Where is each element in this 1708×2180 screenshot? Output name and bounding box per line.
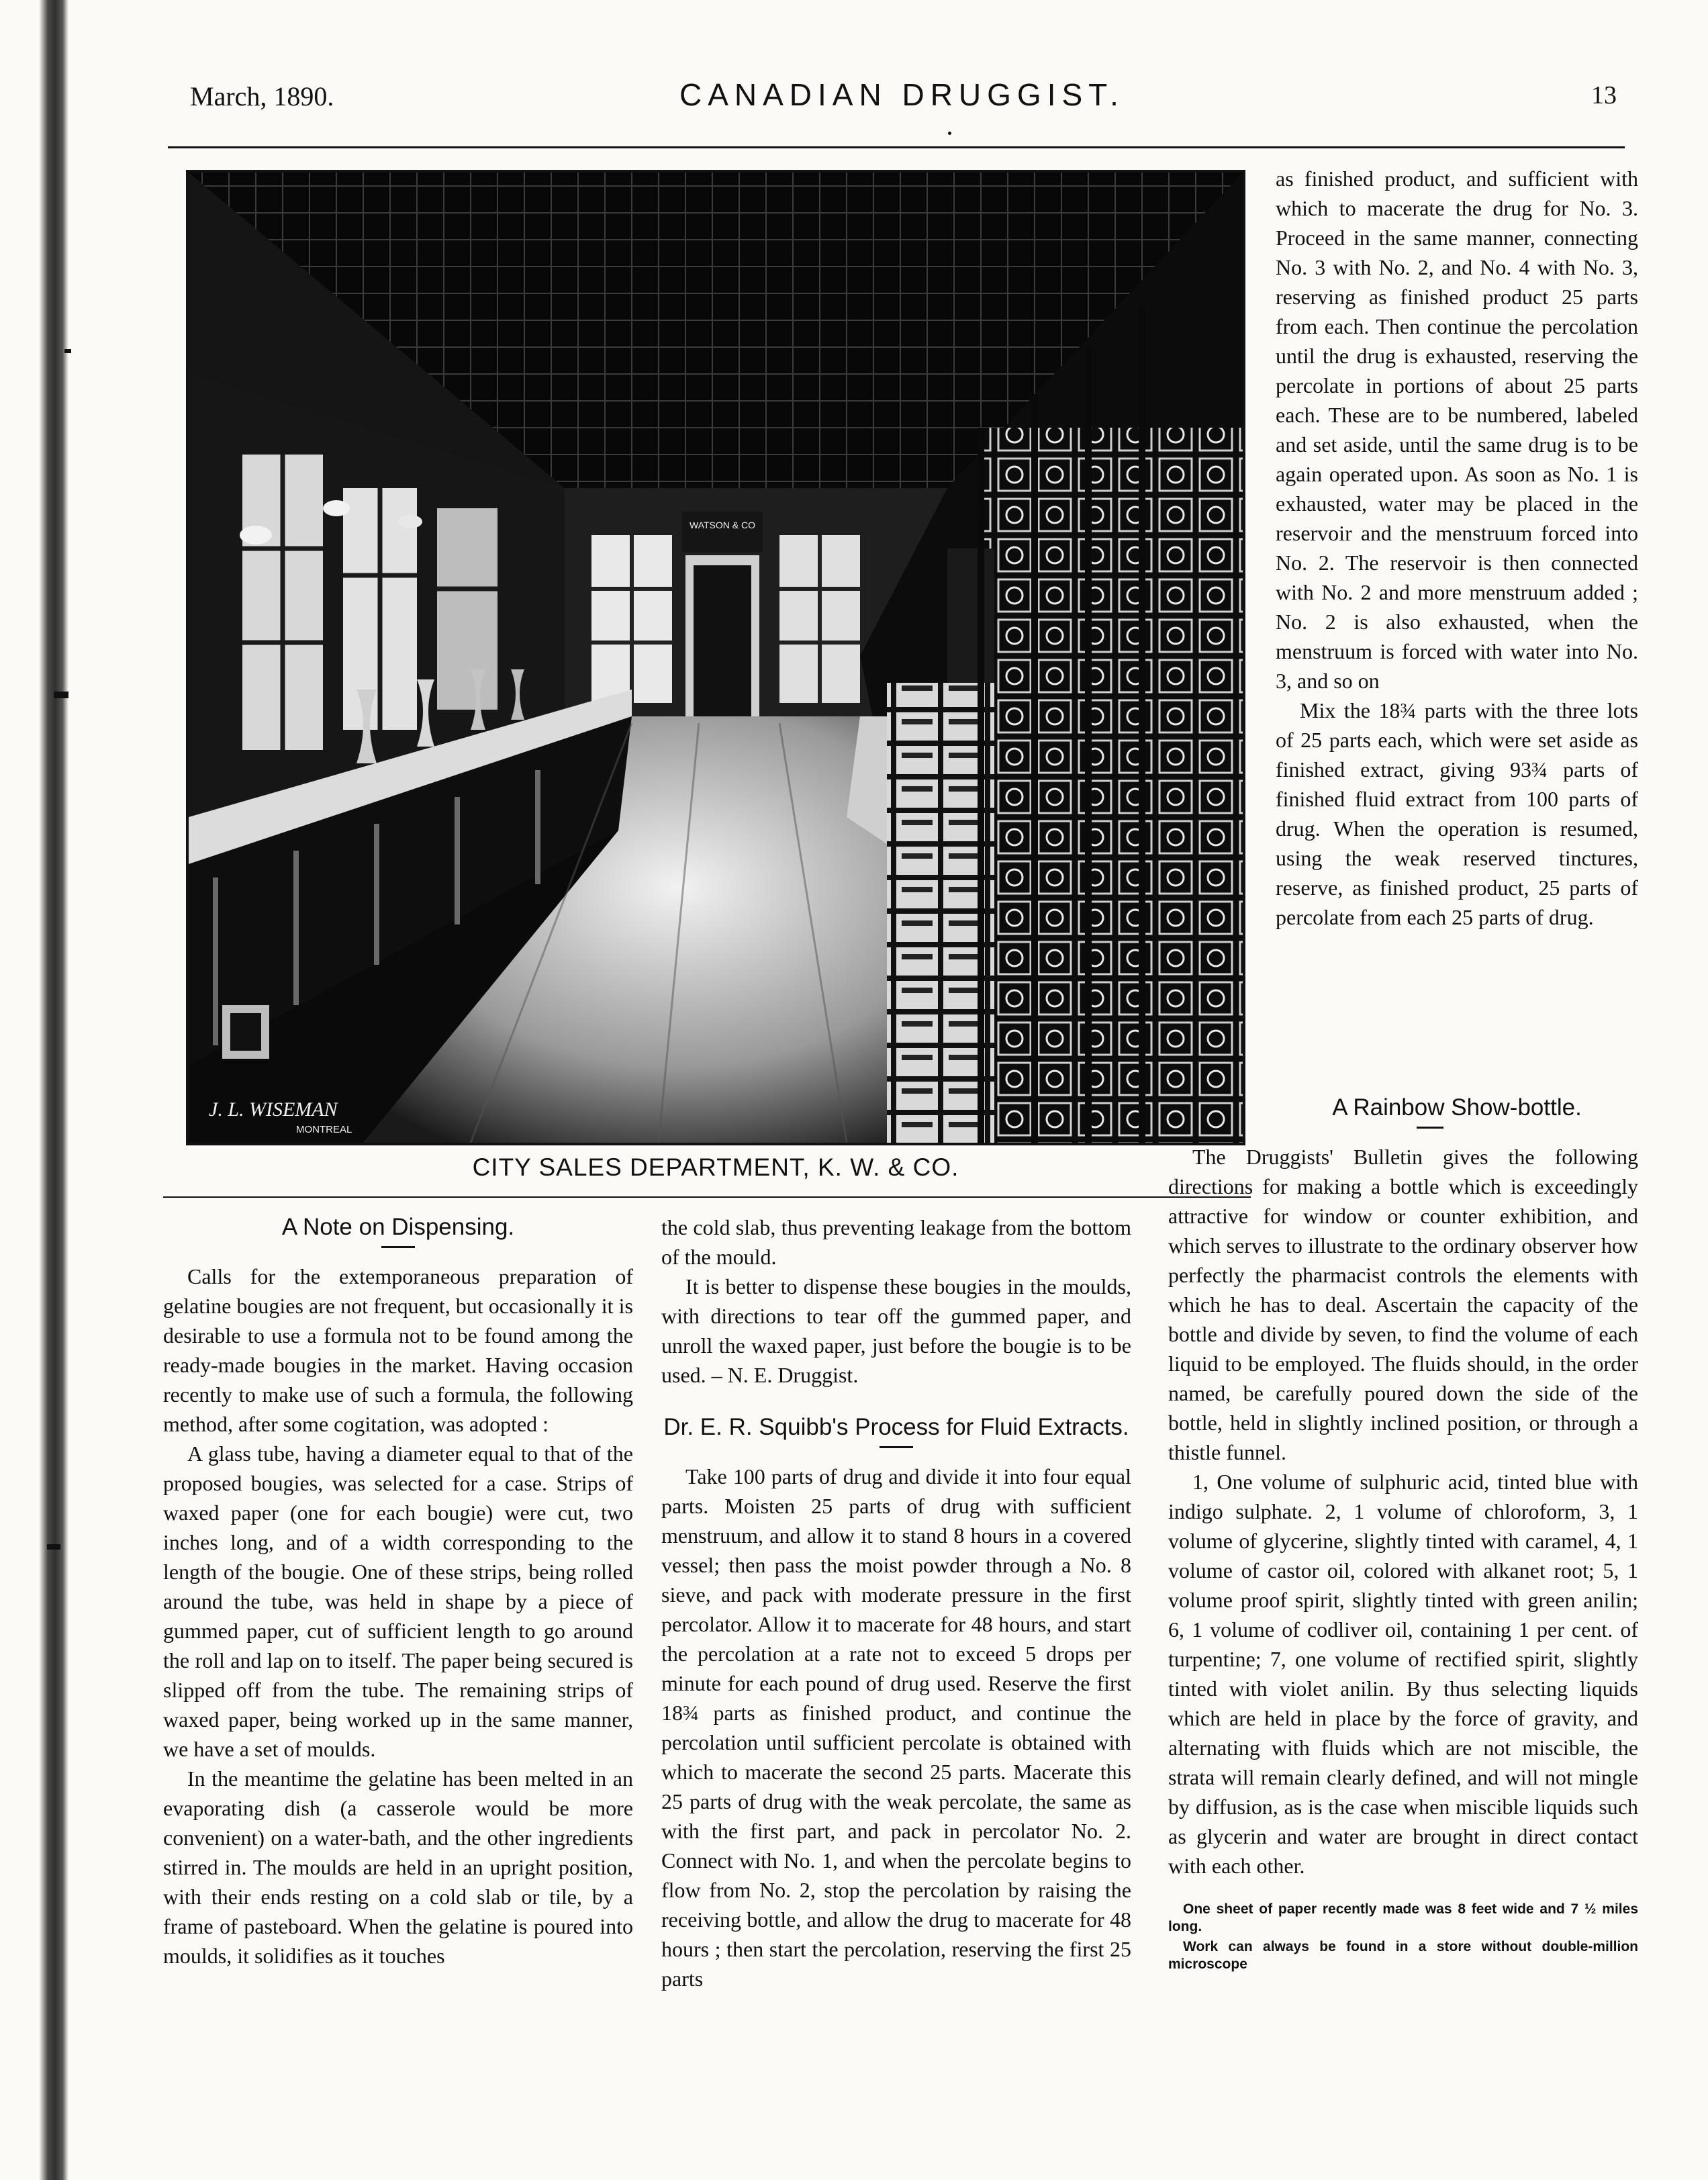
scan-speck (64, 349, 71, 353)
ornament-dot (948, 132, 951, 135)
article-paragraph: Calls for the extemporaneous preparation of gelatine bougies are not frequent, but occasionally it is desirable to use a formula not to be found among the ready-made bougies in the market. Having occasion recently to make use of such a formula, the following method, after some cogitation, was adopted : (163, 1264, 633, 1436)
engraver-place: MONTREAL (296, 1124, 352, 1135)
article-heading: A Note on Dispensing. (281, 1214, 515, 1240)
article-paragraph: In the meantime the gelatine has been melted in an evaporating dish (a casserole would be more convenient) on a water-bath, and the other ingredients stirred in. The moulds are held in an upright position, with their ends resting on a cold slab or tile, by a frame of pasteboard. When the gelatine is poured into moulds, it solidifies as it touches (163, 1766, 633, 1968)
filler-note: One sheet of paper recently made was 8 feet wide and 7 ½ miles long. (1168, 1901, 1638, 1934)
column-3 (1276, 164, 1638, 932)
scan-speck (47, 1544, 60, 1550)
scan-edge (39, 0, 68, 2180)
engraving-art (189, 173, 1243, 1143)
article-paragraph: It is better to dispense these bougies in the moulds, with directions to tear off the gummed paper, and unroll the waxed paper, just before the bougie is to be used. – N. E. Druggist. (661, 1274, 1131, 1387)
engraver-signature: J. L. WISEMAN (209, 1098, 338, 1121)
article-heading: Dr. E. R. Squibb's Process for Fluid Extracts. (663, 1414, 1129, 1440)
filler-note: Work can always be found in a store without double-million microscope (1168, 1939, 1638, 1972)
page-number: 13 (1591, 81, 1617, 109)
filler-notes (1168, 1901, 1638, 1973)
article-paragraph: as finished product, and sufficient with which to macerate the drug for No. 3. Proceed in the same manner, connecting No. 3 with No. 2, and No. 4 with No. 3, reserving as finished product 25 parts from each. Then continue the percolation until the drug is exhausted, reserving the percolate in portions of about 25 parts each. These are to be numbered, labeled and set aside, until the same drug is to be again operated upon. As soon as No. 1 is exhausted, water may be placed in the reservoir and the menstruum forced into No. 2. The reservoir is then connected with No. 2 and more menstruum added ; No. 2 is also exhausted, when the menstruum is forced with water into No. 3, and so on (1276, 167, 1638, 693)
article-paragraph: A glass tube, having a diameter equal to that of the proposed bougies, was selected for a case. Strips of waxed paper (one for each bougie) were cut, two inches long, and of a width corresponding to the length of the bougie. One of these strips, being rolled around the tube, was held in shape by a piece of gummed paper, cut of sufficient length to go around the roll and lap on to itself. The paper being secured is slipped off from the tube. The remaining strips of waxed paper, being worked up in the same manner, we have a set of moulds. (163, 1441, 633, 1761)
heading-dash (381, 1246, 415, 1248)
article-paragraph: 1, One volume of sulphuric acid, tinted blue with indigo sulphate. 2, 1 volume of chloroform, 3, 1 volume of glycerine, slightly tinted with caramel, 4, 1 volume of castor oil, colored with alkanet root; 5, 1 volume proof spirit, slightly tinted with green anilin; 6, 1 volume of codliver oil, containing 1 per cent. of turpentine; 7, one volume of rectified spirit, slightly tinted with violet anilin. By thus selecting liquids which are held in place by the force of gravity, and alternating with fluids which are not miscible, the strata will remain clearly defined, and will not mingle by diffusion, as is the case when miscible liquids such as glycerin and water are brought in direct contact with each other. (1168, 1470, 1638, 1878)
engraving-caption: CITY SALES DEPARTMENT, K. W. & CO. (472, 1153, 959, 1181)
article-paragraph: The Druggists' Bulletin gives the following directions for making a bottle which is exceedingly attractive for window or counter exhibition, and which serves to illustrate to the ordinary observer how perfectly the pharmacist controls the elements with which he has to deal. Ascertain the capacity of the bottle and divide by seven, to find the volume of each liquid to be employed. The fluids should, in the order named, be carefully poured down the side of the bottle, held in slightly inclined position, or through a thistle funnel. (1168, 1145, 1638, 1464)
heading-dash (1417, 1127, 1443, 1129)
masthead-title: CANADIAN DRUGGIST. (679, 77, 1125, 112)
scan-speck (54, 692, 68, 698)
column-1 (163, 1213, 633, 1971)
article-paragraph: Mix the 18¾ parts with the three lots of 25 parts each, which were set aside as finished extract, giving 93¾ parts of finished fluid extract from 100 parts of drug. When the operation is resumed, using the weak reserved tinctures, reserve, as finished product, 25 parts of percolate from each 25 parts of drug. (1276, 698, 1638, 929)
heading-dash (880, 1446, 913, 1448)
column-2 (661, 1213, 1131, 1993)
header-date: March, 1890. (190, 81, 334, 111)
column-3-lower (1168, 1093, 1638, 1976)
article-paragraph: Take 100 parts of drug and divide it into four equal parts. Moisten 25 parts of drug with sufficient menstruum, and allow it to stand 8 hours in a covered vessel; then pass the moist powder through a No. 8 sieve, and pack with moderate pressure in the first percolator. Allow it to macerate for 48 hours, and start the percolation at a rate not to exceed 5 drops per minute for each pound of drug used. Reserve the first 18¾ parts as finished product, and continue the percolation until sufficient percolate is obtained with which to macerate the second 25 parts. Macerate this 25 parts of drug with the weak percolate, the same as with the first part, and pack in percolator No. 2. Connect with No. 1, and when the percolate begins to flow from No. 2, stop the percolation by raising the receiving bottle, and allow the drug to macerate for 48 hours ; then start the percolation, reserving the first 25 parts (661, 1464, 1131, 1991)
header-rule (168, 146, 1625, 148)
article-paragraph: the cold slab, thus preventing leakage from the bottom of the mould. (661, 1215, 1131, 1269)
article-heading: A Rainbow Show-bottle. (1332, 1094, 1582, 1121)
store-engraving (186, 170, 1245, 1145)
section-rule (163, 1196, 1251, 1198)
sign-text: WATSON & CO (690, 520, 755, 530)
